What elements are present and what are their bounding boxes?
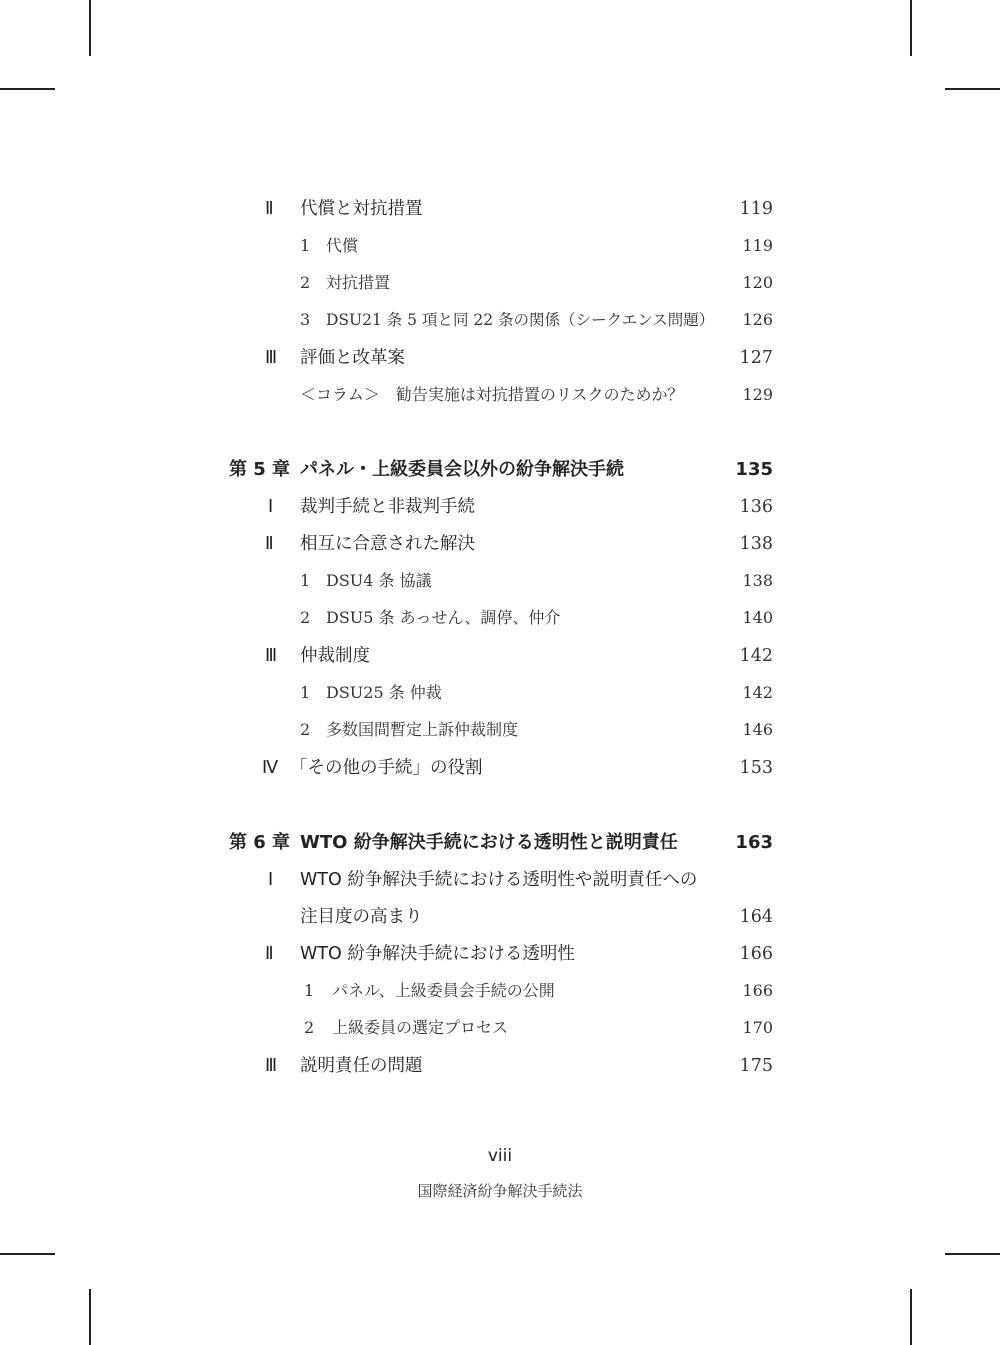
toc-entry-label: Ⅱ — [265, 944, 274, 964]
toc-entry-title: WTO 紛争解決手続における透明性 — [300, 944, 575, 964]
toc-entry-page: 175 — [739, 1056, 773, 1076]
toc-entry-label: 2 — [304, 1018, 315, 1037]
toc-entry-label: 1 — [304, 981, 315, 1000]
toc-entry-title: 上級委員の選定プロセス — [332, 1018, 509, 1037]
toc-entry-label: 2 — [300, 608, 311, 627]
toc-entry-title: DSU25 条 仲裁 — [326, 683, 442, 702]
toc-entry-title: 説明責任の問題 — [300, 1056, 423, 1076]
toc-entry[interactable] — [0, 865, 1000, 895]
toc-entry-page: 153 — [739, 758, 773, 778]
toc-entry[interactable] — [0, 529, 1000, 559]
toc-entry-title: 「その他の手続」の役割 — [290, 758, 483, 778]
toc-entry-label: 1 — [300, 571, 311, 590]
toc-entry-label: 1 — [300, 683, 311, 702]
crop-mark-top-left-vertical — [89, 0, 91, 56]
toc-entry-label: Ⅲ — [265, 646, 278, 666]
toc-chapter-page: 163 — [735, 832, 773, 853]
toc-entry-page: 120 — [742, 273, 773, 292]
toc-entry-page: 126 — [742, 310, 773, 329]
page-number: viii — [487, 1146, 513, 1166]
toc-entry-column[interactable] — [0, 380, 1000, 410]
toc-entry-page: 136 — [739, 497, 773, 517]
toc-entry-page: 140 — [742, 608, 773, 627]
toc-entry[interactable] — [0, 603, 1000, 633]
toc-chapter-page: 135 — [735, 459, 773, 480]
toc-entry-label: Ⅰ — [268, 870, 274, 890]
crop-mark-bottom-right-horizontal — [945, 1253, 1000, 1255]
toc-entry[interactable] — [0, 678, 1000, 708]
toc-entry-title: 相互に合意された解決 — [300, 534, 475, 554]
toc-entry-page: 119 — [739, 199, 773, 219]
toc-entry[interactable] — [0, 566, 1000, 596]
toc-chapter-title: パネル・上級委員会以外の紛争解決手続 — [300, 459, 624, 480]
toc-entry[interactable] — [0, 715, 1000, 745]
toc-entry-label: 3 — [300, 310, 311, 329]
toc-entry-title: WTO 紛争解決手続における透明性や説明責任への — [300, 870, 698, 890]
crop-mark-top-right-vertical — [910, 0, 912, 56]
crop-mark-bottom-left-vertical — [89, 1289, 91, 1345]
toc-entry[interactable] — [0, 194, 1000, 224]
toc-entry-title: 仲裁制度 — [300, 646, 370, 666]
toc-chapter-5[interactable] — [0, 455, 1000, 485]
toc-entry-label: Ⅲ — [265, 1056, 278, 1076]
toc-entry[interactable] — [0, 753, 1000, 783]
toc-entry-page: 129 — [742, 385, 773, 404]
toc-entry-title: 裁判手続と非裁判手続 — [300, 497, 475, 517]
toc-entry-title: 対抗措置 — [326, 273, 391, 292]
toc-entry[interactable] — [0, 305, 1000, 335]
toc-entry-label: 2 — [300, 273, 311, 292]
toc-entry[interactable] — [0, 492, 1000, 522]
toc-chapter-label: 第 5 章 — [229, 459, 291, 480]
toc-entry[interactable] — [0, 939, 1000, 969]
crop-mark-top-right-horizontal — [945, 88, 1000, 90]
toc-entry-page: 166 — [739, 944, 773, 964]
crop-mark-bottom-left-horizontal — [0, 1253, 55, 1255]
toc-entry-page: 170 — [742, 1018, 773, 1037]
crop-mark-bottom-right-vertical — [910, 1289, 912, 1345]
toc-entry[interactable] — [0, 976, 1000, 1006]
toc-entry-page: 166 — [742, 981, 773, 1000]
toc-entry[interactable] — [0, 343, 1000, 373]
toc-entry-label: Ⅱ — [265, 199, 274, 219]
toc-entry-title: 評価と改革案 — [300, 348, 405, 368]
book-title: 国際経済紛争解決手続法 — [417, 1182, 583, 1200]
toc-entry-page: 146 — [742, 720, 773, 739]
toc-entry-page: 164 — [739, 907, 773, 927]
toc-entry[interactable] — [0, 268, 1000, 298]
toc-entry-label: 2 — [300, 720, 311, 739]
toc-entry-label: 1 — [300, 236, 311, 255]
toc-chapter-6[interactable] — [0, 828, 1000, 858]
toc-entry-title: 代償と対抗措置 — [300, 199, 423, 219]
toc-entry-page: 119 — [742, 236, 773, 255]
toc-entry-page: 138 — [739, 534, 773, 554]
toc-entry-title: DSU4 条 協議 — [326, 571, 432, 590]
toc-entry-title: 代償 — [326, 236, 359, 255]
toc-entry-label: Ⅳ — [262, 758, 279, 778]
toc-entry-title: 多数国間暫定上訴仲裁制度 — [326, 720, 519, 739]
toc-entry-page: 127 — [739, 348, 773, 368]
toc-entry-label: Ⅲ — [265, 348, 278, 368]
toc-entry-title: 注目度の高まり — [300, 907, 423, 927]
toc-entry-page: 138 — [742, 571, 773, 590]
toc-entry-title: DSU21 条 5 項と同 22 条の関係（シークエンス問題） — [326, 311, 715, 329]
toc-entry[interactable] — [0, 641, 1000, 671]
toc-chapter-title: WTO 紛争解決手続における透明性と説明責任 — [300, 832, 678, 853]
toc-entry-page: 142 — [742, 683, 773, 702]
toc-entry-continuation[interactable] — [0, 902, 1000, 932]
toc-entry-title: ＜コラム＞ 勧告実施は対抗措置のリスクのためか？ — [300, 385, 684, 404]
toc-entry-label: Ⅰ — [268, 497, 274, 517]
toc-entry[interactable] — [0, 1013, 1000, 1043]
toc-entry-page: 142 — [739, 646, 773, 666]
crop-mark-top-left-horizontal — [0, 88, 55, 90]
toc-entry-title: DSU5 条 あっせん、調停、仲介 — [326, 608, 561, 627]
toc-entry-label: Ⅱ — [265, 534, 274, 554]
toc-entry[interactable] — [0, 1051, 1000, 1081]
toc-entry[interactable] — [0, 231, 1000, 261]
toc-chapter-label: 第 6 章 — [229, 832, 291, 853]
toc-entry-title: パネル、上級委員会手続の公開 — [332, 981, 555, 1000]
